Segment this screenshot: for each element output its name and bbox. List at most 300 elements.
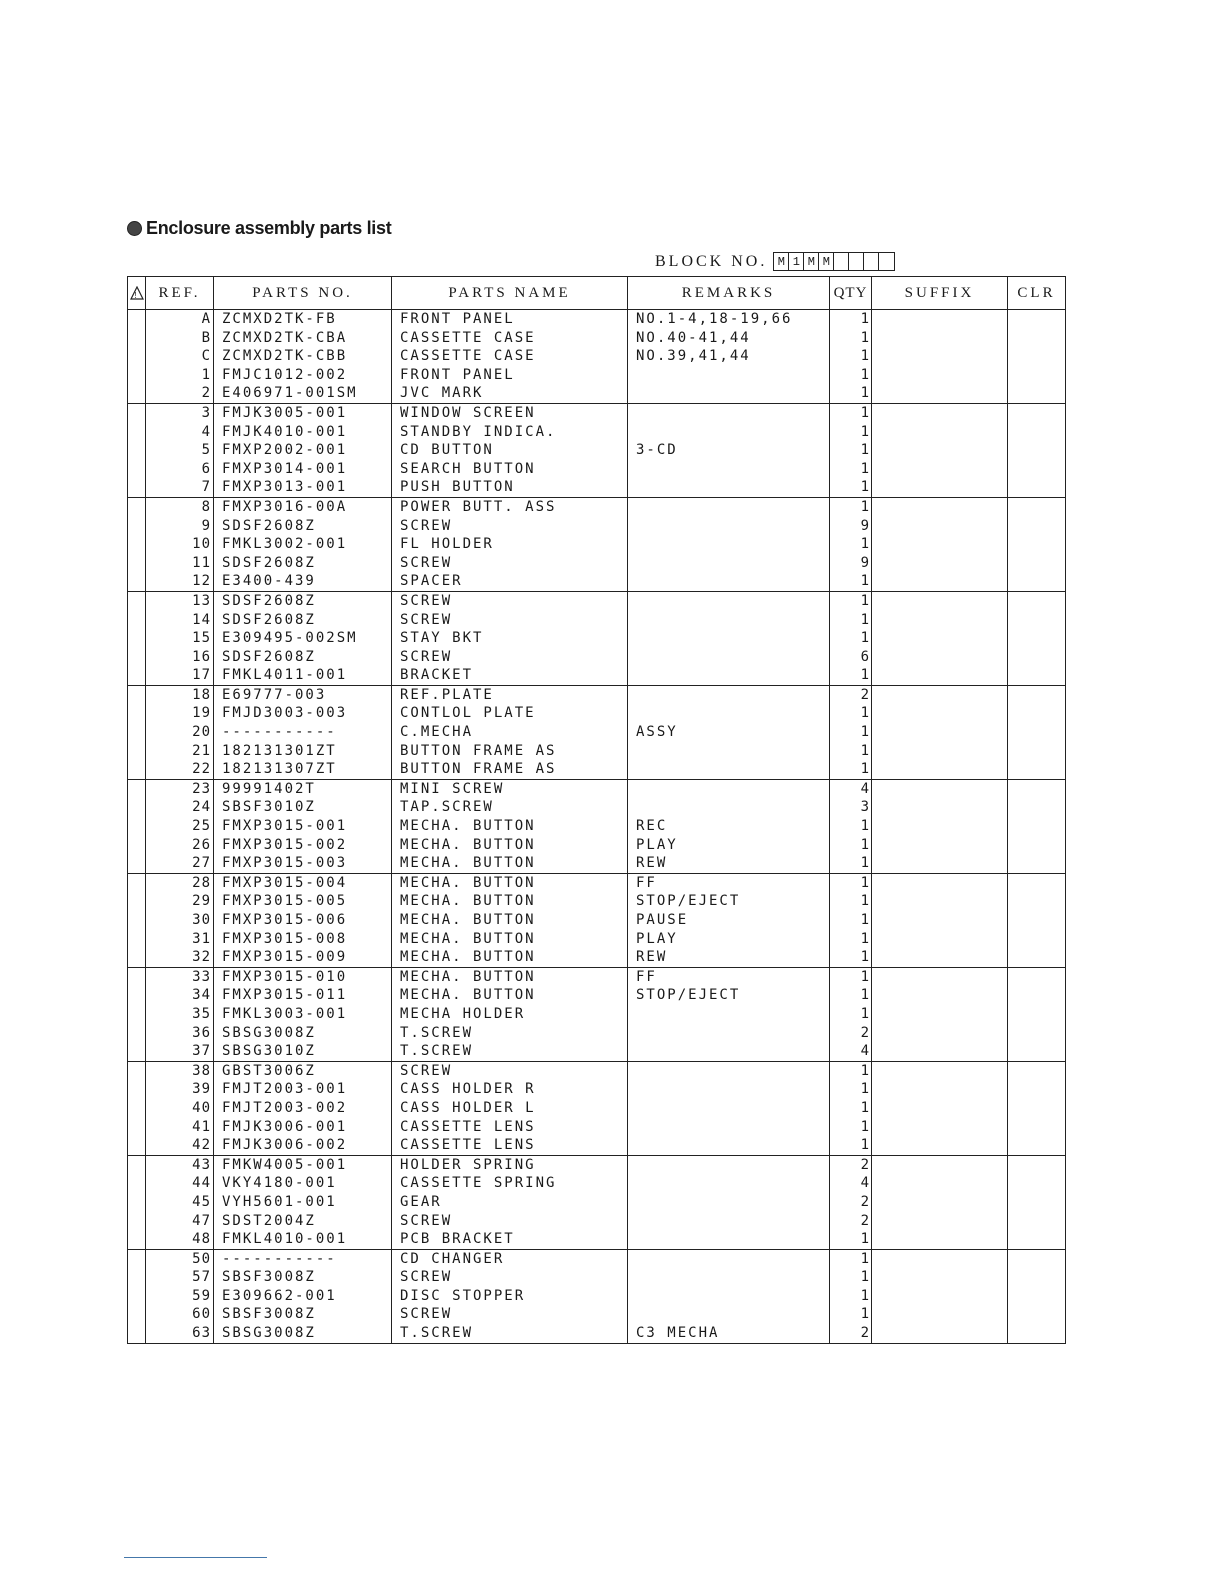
ref-cell: 4	[201, 423, 211, 440]
clr-cell	[1008, 686, 1065, 705]
warning-cell	[128, 836, 145, 855]
remarks-cell	[628, 1099, 829, 1118]
qty-cell: 1	[860, 1062, 869, 1079]
qty-cell: 2	[860, 1024, 869, 1041]
suffix-cell	[872, 592, 1007, 611]
qty-cell: 9	[860, 554, 869, 571]
qty-cell: 1	[860, 1081, 869, 1098]
remarks-cell	[628, 1268, 829, 1287]
warning-cell	[128, 535, 145, 554]
suffix-cell	[872, 1212, 1007, 1231]
ref-cell: 32	[192, 949, 211, 966]
warning-cell	[128, 760, 145, 779]
qty-column	[830, 1250, 872, 1343]
suffix-cell	[872, 423, 1007, 442]
parts-no-cell: FMKL4011-001	[222, 667, 348, 684]
parts-no-cell: FMXP3016-00A	[222, 498, 348, 515]
warning-column	[128, 498, 146, 591]
warning-cell	[128, 854, 145, 873]
warning-cell	[128, 347, 145, 366]
remarks-column	[628, 968, 830, 1061]
parts-name-cell: REF.PLATE	[400, 686, 494, 703]
qty-cell: 2	[860, 1193, 869, 1210]
parts-no-cell: FMJD3003-003	[222, 705, 348, 722]
qty-cell: 1	[860, 1287, 869, 1304]
warning-column	[128, 1062, 146, 1155]
clr-cell	[1008, 366, 1065, 385]
parts-name-cell: MECHA. BUTTON	[400, 930, 536, 947]
clr-cell	[1008, 535, 1065, 554]
warning-cell	[128, 611, 145, 630]
header-parts-name: PARTS NAME	[392, 277, 628, 309]
qty-cell: 2	[860, 686, 869, 703]
warning-column	[128, 592, 146, 685]
qty-column	[830, 498, 872, 591]
suffix-cell	[872, 310, 1007, 329]
remarks-column	[628, 498, 830, 591]
remarks-cell: 3-CD	[636, 442, 678, 459]
remarks-cell	[628, 498, 829, 517]
warning-cell	[128, 423, 145, 442]
qty-cell: 1	[860, 742, 869, 759]
suffix-cell	[872, 535, 1007, 554]
qty-cell: 6	[860, 648, 869, 665]
parts-no-cell: SBSG3008Z	[222, 1325, 316, 1342]
parts-name-column	[392, 780, 628, 873]
ref-cell: 43	[192, 1156, 211, 1173]
suffix-cell	[872, 1080, 1007, 1099]
ref-column	[146, 310, 214, 403]
warning-cell	[128, 686, 145, 705]
qty-cell: 1	[860, 311, 869, 327]
header-remarks: REMARKS	[628, 277, 830, 309]
remarks-cell	[628, 611, 829, 630]
qty-cell: 1	[860, 479, 869, 496]
block-box	[834, 253, 849, 270]
remarks-cell	[628, 798, 829, 817]
suffix-cell	[872, 1174, 1007, 1193]
ref-cell: 31	[192, 930, 211, 947]
block-box	[849, 253, 864, 270]
ref-cell: 7	[201, 479, 211, 496]
clr-column	[1008, 1156, 1065, 1249]
parts-name-column	[392, 592, 628, 685]
parts-no-column	[214, 780, 392, 873]
parts-name-cell: CD BUTTON	[400, 442, 494, 459]
parts-no-cell: FMJK3006-002	[222, 1137, 348, 1154]
qty-cell: 1	[860, 573, 869, 590]
remarks-cell: STOP/EJECT	[636, 987, 741, 1004]
qty-cell: 1	[860, 836, 869, 853]
warning-cell	[128, 911, 145, 930]
parts-no-cell: E309662-001	[222, 1287, 337, 1304]
warning-cell	[128, 1324, 145, 1343]
warning-cell	[128, 572, 145, 591]
ref-cell: A	[201, 311, 211, 327]
parts-no-cell: FMKL3002-001	[222, 536, 348, 553]
section-title	[127, 218, 391, 239]
parts-name-cell: PCB BRACKET	[400, 1231, 515, 1248]
qty-cell: 1	[860, 1005, 869, 1022]
remarks-cell	[628, 460, 829, 479]
ref-cell: 33	[192, 968, 211, 985]
remarks-cell	[628, 1005, 829, 1024]
ref-column	[146, 1250, 214, 1343]
remarks-cell: NO.1-4,18-19,66	[636, 311, 793, 327]
parts-name-cell: POWER BUTT. ASS	[400, 498, 557, 515]
parts-name-cell: SCREW	[400, 1269, 453, 1286]
remarks-cell	[628, 1042, 829, 1061]
row-group	[128, 874, 1065, 968]
ref-cell: 22	[192, 761, 211, 778]
warning-icon	[128, 277, 146, 309]
qty-column	[830, 1156, 872, 1249]
suffix-cell	[872, 1136, 1007, 1155]
ref-cell: 41	[192, 1118, 211, 1135]
clr-cell	[1008, 1136, 1065, 1155]
parts-no-cell: SBSF3008Z	[222, 1306, 316, 1323]
ref-cell: 34	[192, 987, 211, 1004]
clr-column	[1008, 686, 1065, 779]
warning-column	[128, 1156, 146, 1249]
suffix-column	[872, 780, 1008, 873]
ref-cell: 11	[192, 554, 211, 571]
remarks-cell: STOP/EJECT	[636, 893, 741, 910]
qty-cell: 3	[860, 799, 869, 816]
parts-name-cell: SCREW	[400, 592, 453, 609]
block-number	[655, 252, 895, 271]
remarks-cell: PLAY	[636, 836, 678, 853]
parts-no-cell: E69777-003	[222, 686, 327, 703]
qty-column	[830, 592, 872, 685]
clr-cell	[1008, 310, 1065, 329]
parts-no-cell: E3400-439	[222, 573, 316, 590]
row-group	[128, 1062, 1065, 1156]
warning-cell	[128, 1005, 145, 1024]
clr-cell	[1008, 948, 1065, 967]
row-group	[128, 1156, 1065, 1250]
parts-name-cell: CONTLOL PLATE	[400, 705, 536, 722]
ref-cell: 39	[192, 1081, 211, 1098]
ref-column	[146, 874, 214, 967]
row-group	[128, 592, 1065, 686]
suffix-cell	[872, 1230, 1007, 1249]
ref-cell: 26	[192, 836, 211, 853]
remarks-cell	[628, 648, 829, 667]
suffix-column	[872, 968, 1008, 1061]
parts-name-cell: SCREW	[400, 1062, 453, 1079]
ref-cell: C	[201, 348, 211, 365]
clr-column	[1008, 968, 1065, 1061]
suffix-cell	[872, 1024, 1007, 1043]
parts-no-column	[214, 968, 392, 1061]
clr-cell	[1008, 329, 1065, 348]
qty-cell: 1	[860, 818, 869, 835]
parts-name-cell: T.SCREW	[400, 1024, 474, 1041]
header-suffix: SUFFIX	[872, 277, 1008, 309]
ref-cell: 21	[192, 742, 211, 759]
clr-cell	[1008, 592, 1065, 611]
ref-cell: 28	[192, 874, 211, 891]
parts-name-cell: SCREW	[400, 648, 453, 665]
warning-cell	[128, 1024, 145, 1043]
clr-cell	[1008, 404, 1065, 423]
ref-cell: 5	[201, 442, 211, 459]
clr-cell	[1008, 1024, 1065, 1043]
parts-name-cell: SCREW	[400, 611, 453, 628]
parts-name-cell: FRONT PANEL	[400, 366, 515, 383]
suffix-cell	[872, 1099, 1007, 1118]
qty-cell: 1	[860, 1269, 869, 1286]
block-box: 1	[789, 253, 804, 270]
parts-name-cell: FL HOLDER	[400, 536, 494, 553]
parts-no-cell: FMJC1012-002	[222, 366, 348, 383]
parts-no-cell: FMKL3003-001	[222, 1005, 348, 1022]
parts-no-cell: SDSF2608Z	[222, 611, 316, 628]
parts-name-column	[392, 1156, 628, 1249]
parts-no-column	[214, 874, 392, 967]
qty-cell: 1	[860, 949, 869, 966]
remarks-cell	[628, 742, 829, 761]
qty-cell: 1	[860, 930, 869, 947]
suffix-cell	[872, 666, 1007, 685]
suffix-cell	[872, 874, 1007, 893]
remarks-cell	[628, 404, 829, 423]
ref-cell: 23	[192, 780, 211, 797]
clr-cell	[1008, 648, 1065, 667]
warning-cell	[128, 1099, 145, 1118]
row-group	[128, 968, 1065, 1062]
remarks-cell	[628, 572, 829, 591]
parts-no-column	[214, 498, 392, 591]
parts-no-cell: -----------	[222, 724, 337, 741]
suffix-column	[872, 404, 1008, 497]
warning-cell	[128, 798, 145, 817]
qty-column	[830, 780, 872, 873]
parts-name-cell: HOLDER SPRING	[400, 1156, 536, 1173]
clr-cell	[1008, 1268, 1065, 1287]
clr-column	[1008, 780, 1065, 873]
parts-no-cell: E309495-002SM	[222, 630, 358, 647]
clr-column	[1008, 310, 1065, 403]
suffix-cell	[872, 760, 1007, 779]
parts-name-cell: BUTTON FRAME AS	[400, 742, 557, 759]
remarks-cell: C3 MECHA	[636, 1325, 720, 1342]
parts-name-cell: WINDOW SCREEN	[400, 404, 536, 421]
warning-cell	[128, 478, 145, 497]
ref-cell: 48	[192, 1231, 211, 1248]
qty-cell: 1	[860, 987, 869, 1004]
warning-column	[128, 404, 146, 497]
warning-cell	[128, 629, 145, 648]
block-box	[879, 253, 894, 270]
suffix-cell	[872, 1305, 1007, 1324]
parts-name-cell: MECHA. BUTTON	[400, 893, 536, 910]
ref-cell: 45	[192, 1193, 211, 1210]
parts-no-cell: FMJK4010-001	[222, 423, 348, 440]
ref-cell: 13	[192, 592, 211, 609]
suffix-cell	[872, 460, 1007, 479]
ref-cell: 44	[192, 1175, 211, 1192]
clr-cell	[1008, 854, 1065, 873]
suffix-cell	[872, 648, 1007, 667]
parts-name-cell: PUSH BUTTON	[400, 479, 515, 496]
parts-name-cell: GEAR	[400, 1193, 442, 1210]
parts-table	[127, 276, 1066, 1344]
suffix-cell	[872, 798, 1007, 817]
parts-no-cell: 99991402T	[222, 780, 316, 797]
parts-name-cell: CASSETTE LENS	[400, 1137, 536, 1154]
parts-no-cell: VYH5601-001	[222, 1193, 337, 1210]
warning-cell	[128, 1250, 145, 1269]
clr-cell	[1008, 666, 1065, 685]
ref-cell: 29	[192, 893, 211, 910]
warning-cell	[128, 404, 145, 423]
suffix-column	[872, 1250, 1008, 1343]
ref-cell: 63	[192, 1325, 211, 1342]
row-group	[128, 404, 1065, 498]
ref-cell: 40	[192, 1099, 211, 1116]
clr-cell	[1008, 723, 1065, 742]
qty-column	[830, 310, 872, 403]
warning-cell	[128, 986, 145, 1005]
qty-column	[830, 1062, 872, 1155]
warning-cell	[128, 817, 145, 836]
parts-no-cell: SBSG3008Z	[222, 1024, 316, 1041]
qty-cell: 2	[860, 1325, 869, 1342]
parts-name-cell: SPACER	[400, 573, 463, 590]
suffix-cell	[872, 780, 1007, 799]
qty-cell: 1	[860, 366, 869, 383]
parts-name-cell: DISC STOPPER	[400, 1287, 526, 1304]
warning-cell	[128, 666, 145, 685]
clr-column	[1008, 498, 1065, 591]
warning-cell	[128, 742, 145, 761]
warning-cell	[128, 1305, 145, 1324]
ref-cell: 9	[201, 517, 211, 534]
suffix-column	[872, 498, 1008, 591]
parts-no-cell: GBST3006Z	[222, 1062, 316, 1079]
clr-cell	[1008, 1287, 1065, 1306]
parts-name-cell: MINI SCREW	[400, 780, 505, 797]
row-group	[128, 1250, 1065, 1343]
ref-cell: 47	[192, 1212, 211, 1229]
warning-cell	[128, 460, 145, 479]
ref-column	[146, 404, 214, 497]
header-clr: CLR	[1017, 284, 1056, 301]
suffix-cell	[872, 629, 1007, 648]
qty-cell: 1	[860, 667, 869, 684]
qty-cell: 1	[860, 385, 869, 402]
parts-name-column	[392, 874, 628, 967]
ref-cell: 2	[201, 385, 211, 402]
parts-name-cell: FRONT PANEL	[400, 311, 515, 327]
qty-cell: 1	[860, 498, 869, 515]
clr-cell	[1008, 742, 1065, 761]
warning-column	[128, 1250, 146, 1343]
qty-column	[830, 874, 872, 967]
remarks-column	[628, 686, 830, 779]
clr-cell	[1008, 460, 1065, 479]
clr-cell	[1008, 1305, 1065, 1324]
qty-cell: 1	[860, 1231, 869, 1248]
suffix-cell	[872, 1287, 1007, 1306]
parts-name-cell: STAY BKT	[400, 630, 484, 647]
suffix-cell	[872, 1193, 1007, 1212]
parts-name-cell: BRACKET	[400, 667, 474, 684]
ref-cell: 12	[192, 573, 211, 590]
warning-column	[128, 686, 146, 779]
parts-name-cell: MECHA. BUTTON	[400, 912, 536, 928]
parts-no-cell: FMJK3005-001	[222, 404, 348, 421]
suffix-cell	[872, 686, 1007, 705]
suffix-cell	[872, 366, 1007, 385]
parts-no-cell: FMJT2003-002	[222, 1099, 348, 1116]
parts-no-cell: FMXP3015-001	[222, 818, 348, 835]
warning-cell	[128, 704, 145, 723]
ref-cell: 35	[192, 1005, 211, 1022]
parts-name-cell: MECHA. BUTTON	[400, 949, 536, 966]
remarks-cell: REW	[636, 949, 668, 966]
remarks-cell	[628, 780, 829, 799]
parts-no-cell: -----------	[222, 1250, 337, 1267]
warning-column	[128, 310, 146, 403]
qty-cell: 1	[860, 630, 869, 647]
parts-no-cell: FMKW4005-001	[222, 1156, 348, 1173]
parts-no-cell: VKY4180-001	[222, 1175, 337, 1192]
ref-cell: 38	[192, 1062, 211, 1079]
remarks-cell	[628, 478, 829, 497]
ref-cell: 27	[192, 855, 211, 872]
bullet-icon	[127, 221, 142, 236]
clr-cell	[1008, 572, 1065, 591]
block-boxes	[773, 252, 895, 271]
warning-cell	[128, 723, 145, 742]
remarks-column	[628, 1062, 830, 1155]
parts-name-cell: MECHA. BUTTON	[400, 968, 536, 985]
suffix-cell	[872, 1324, 1007, 1343]
suffix-cell	[872, 968, 1007, 987]
clr-column	[1008, 404, 1065, 497]
remarks-cell	[628, 517, 829, 536]
warning-cell	[128, 1042, 145, 1061]
remarks-cell	[628, 1156, 829, 1175]
suffix-cell	[872, 498, 1007, 517]
remarks-cell	[628, 1024, 829, 1043]
clr-cell	[1008, 1062, 1065, 1081]
remarks-column	[628, 310, 830, 403]
clr-column	[1008, 874, 1065, 967]
ref-cell: 24	[192, 799, 211, 816]
qty-column	[830, 404, 872, 497]
qty-cell: 1	[860, 874, 869, 891]
suffix-cell	[872, 836, 1007, 855]
parts-name-cell: MECHA. BUTTON	[400, 987, 536, 1004]
warning-cell	[128, 310, 145, 329]
suffix-column	[872, 1156, 1008, 1249]
remarks-cell: FF	[636, 874, 657, 891]
ref-column	[146, 498, 214, 591]
qty-cell: 1	[860, 1306, 869, 1323]
remarks-cell	[628, 1118, 829, 1137]
qty-cell: 1	[860, 536, 869, 553]
parts-name-column	[392, 1062, 628, 1155]
parts-no-cell: SBSF3008Z	[222, 1269, 316, 1286]
remarks-column	[628, 780, 830, 873]
parts-no-cell: FMXP3015-009	[222, 949, 348, 966]
parts-name-cell: MECHA. BUTTON	[400, 855, 536, 872]
suffix-column	[872, 686, 1008, 779]
